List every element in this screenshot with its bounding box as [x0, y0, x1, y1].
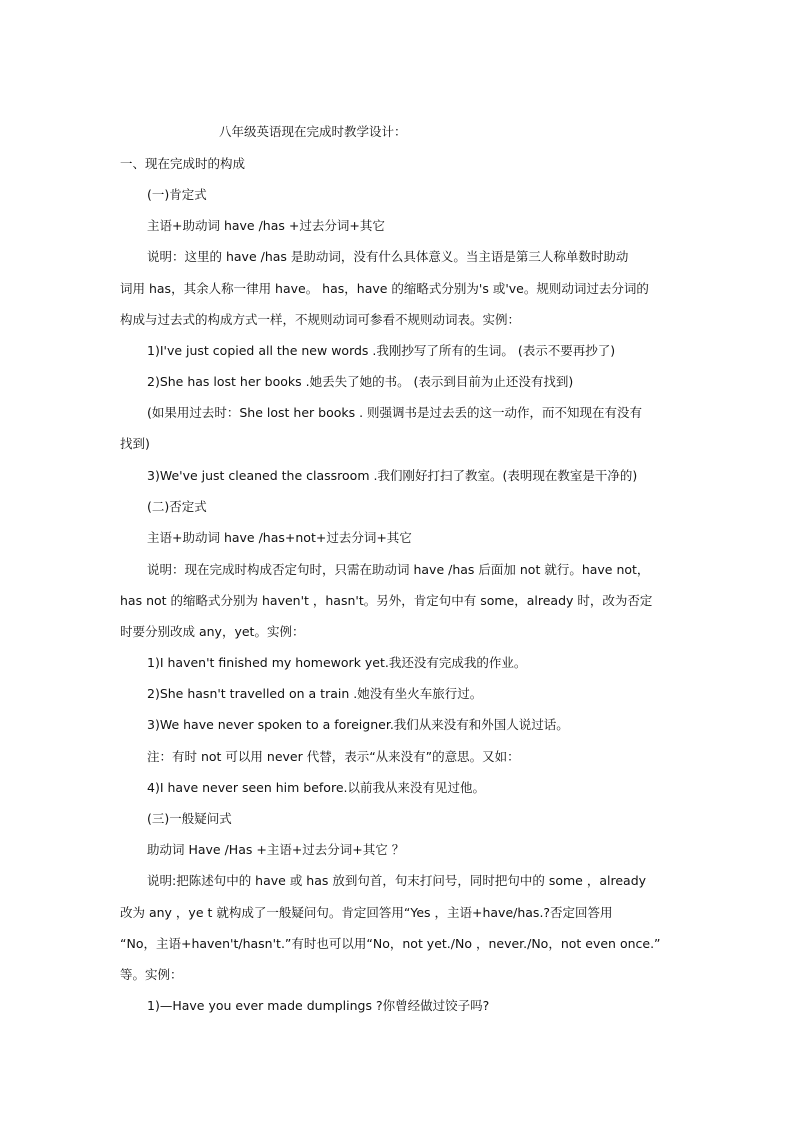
subsection-heading-positive: (一)肯定式 [147, 187, 207, 202]
explanation-line: “No，主语+haven't/hasn't.”有时也可以用“No，not yet./No ，never./No，not even once.” [120, 936, 661, 951]
explanation-line: 改为 any ，ye t 就构成了一般疑问句。肯定回答用“Yes ，主语+have/has.?否定回答用 [120, 905, 613, 920]
formula-positive: 主语+助动词 have /has +过去分词+其它 [147, 218, 385, 233]
example-line: 2)She has lost her books .她丢失了她的书。 (表示到目前为止还没有找到) [147, 374, 574, 389]
explanation-line: 时要分别改成 any，yet。实例： [120, 624, 305, 639]
formula-question: 助动词 Have /Has +主语+过去分词+其它 ？ [147, 842, 405, 857]
explanation-line: 说明：现在完成时构成否定句时，只需在助动词 have /has 后面加 not 就行。have not， [147, 562, 650, 577]
section-heading: 一、现在完成时的构成 [120, 156, 246, 171]
subsection-heading-negative: (二)否定式 [147, 499, 207, 514]
explanation-line: has not 的缩略式分别为 haven't ，hasn't。另外，肯定句中有 some，already 时，改为否定 [120, 593, 653, 608]
explanation-line: 等。实例： [120, 967, 183, 982]
note-line: 注：有时 not 可以用 never 代替，表示“从来没有”的意思。又如： [147, 749, 520, 764]
example-line: 1)—Have you ever made dumplings ?你曾经做过饺子吗? [147, 998, 490, 1013]
example-line: 3)We have never spoken to a foreigner.我们从来没有和外国人说过话。 [147, 717, 569, 732]
note-line: 找到) [120, 436, 150, 451]
explanation-line: 说明:把陈述句中的 have 或 has 放到句首，句末打问号，同时把句中的 some ，already [147, 873, 647, 888]
subsection-heading-question: (三)一般疑问式 [147, 811, 232, 826]
example-line: 1)I haven't finished my homework yet.我还没有完成我的作业。 [147, 655, 527, 670]
example-line: 3)We've just cleaned the classroom .我们刚好打扫了教室。(表明现在教室是干净的) [147, 468, 638, 483]
note-line: (如果用过去时：She lost her books . 则强调书是过去丢的这一动作，而不知现在有没有 [147, 405, 643, 420]
example-line: 4)I have never seen him before.以前我从来没有见过他。 [147, 780, 485, 795]
explanation-line: 词用 has，其余人称一律用 have。 has，have 的缩略式分别为's 或've。规则动词过去分词的 [120, 281, 649, 296]
document-title: 八年级英语现在完成时教学设计： [219, 124, 407, 139]
formula-negative: 主语+助动词 have /has+not+过去分词+其它 [147, 530, 412, 545]
explanation-line: 构成与过去式的构成方式一样，不规则动词可参看不规则动词表。实例： [120, 312, 521, 327]
explanation-line: 说明：这里的 have /has 是助动词，没有什么具体意义。当主语是第三人称单数时助动 [147, 249, 629, 264]
example-line: 2)She hasn't travelled on a train .她没有坐火车旅行过。 [147, 686, 483, 701]
example-line: 1)I've just copied all the new words .我刚抄写了所有的生词。 (表示不要再抄了) [147, 343, 616, 358]
